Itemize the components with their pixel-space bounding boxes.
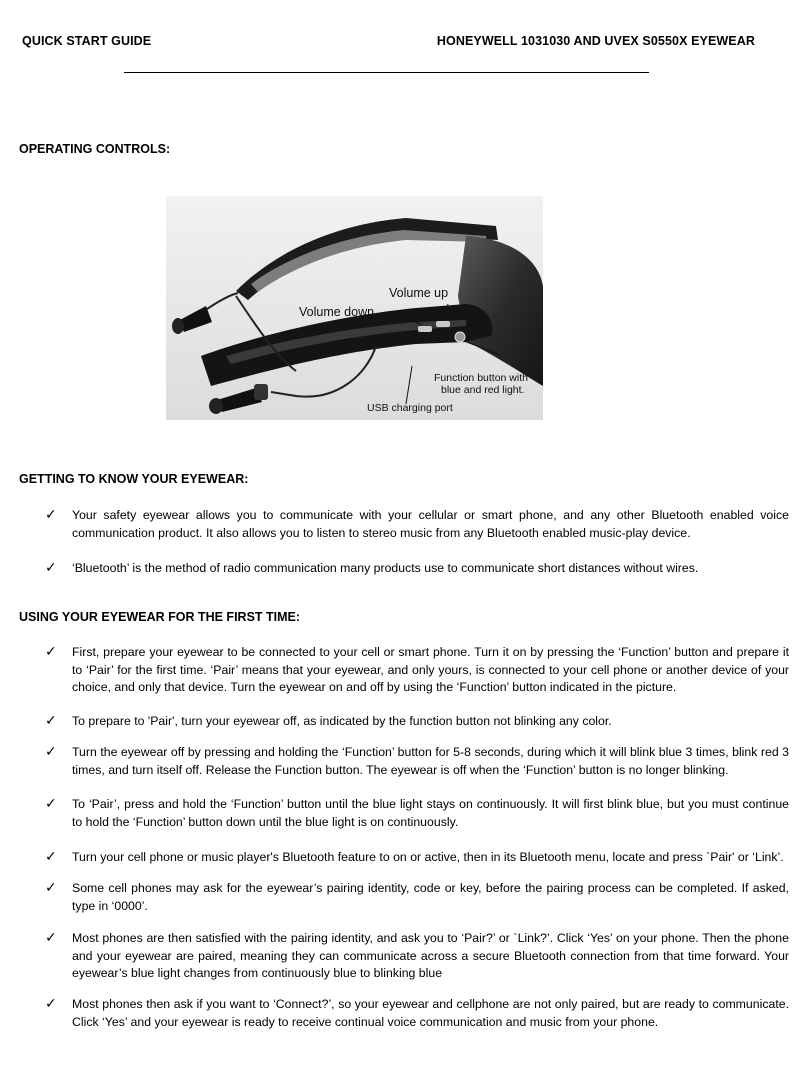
label-volume-up: Volume up — [389, 286, 449, 300]
checkmark-icon: ✓ — [45, 507, 57, 523]
bullet-text: Most phones then ask if you want to ‘Connect?’, so your eyewear and cellphone are not only paired, but are ready to communicate. Click ‘Yes’ and your eyewear is ready to receive continual voice communication and music from your phone. — [72, 997, 789, 1029]
bullet-text: Turn the eyewear off by pressing and holding the ‘Function’ button for 5-8 seconds, during which it will blink blue 3 times, blink red 3 times, and turn itself off. Release the Function button. The eyewear is off when the ‘Function’ button is no longer blinking. — [72, 745, 789, 777]
header-right-title: HONEYWELL 1031030 AND UVEX S0550X EYEWEAR — [436, 34, 755, 48]
label-function-line2: blue and red light. — [441, 384, 525, 396]
checkmark-icon: ✓ — [45, 996, 57, 1012]
section-title-operating-controls: OPERATING CONTROLS: — [19, 142, 171, 156]
checkmark-icon: ✓ — [45, 796, 57, 812]
checkmark-icon: ✓ — [45, 930, 57, 946]
bullet-text: Most phones are then satisfied with the pairing identity, and ask you to ‘Pair?’ or `Link?’. Click ‘Yes’ on your phone. Then the phone and your eyewear are paired, meaning they can communicate across a secure Bluetooth connection from that time forward. Your eyewear’s blue light changes from continuously blue to blinking blue — [72, 931, 789, 980]
checkmark-icon: ✓ — [45, 560, 57, 576]
section-title-first-time: USING YOUR EYEWEAR FOR THE FIRST TIME: — [19, 610, 301, 624]
checkmark-icon: ✓ — [45, 713, 57, 729]
bullet-text: To prepare to 'Pair', turn your eyewear off, as indicated by the function button not blinking any color. — [72, 714, 612, 728]
header-rule — [124, 72, 649, 73]
checkmark-icon: ✓ — [45, 849, 57, 865]
bullet-text: ‘Bluetooth’ is the method of radio communication many products use to communicate short distances without wires. — [72, 561, 699, 575]
bullet-text: Some cell phones may ask for the eyewear’s pairing identity, code or key, before the pairing process can be completed. If asked, type in ‘0000’. — [72, 881, 789, 913]
bullet-text: Turn your cell phone or music player's Bluetooth feature to on or active, then in its Bluetooth menu, locate and press `Pair' or ‘Link’. — [72, 850, 784, 864]
header-left-title: QUICK START GUIDE — [22, 34, 152, 48]
checkmark-icon: ✓ — [45, 880, 57, 896]
label-function-line1: Function button with — [434, 372, 528, 384]
checkmark-icon: ✓ — [45, 644, 57, 660]
eyewear-photo — [166, 196, 543, 420]
label-usb-port: USB charging port — [367, 402, 453, 414]
bullet-text: To ‘Pair’, press and hold the ‘Function’ button until the blue light stays on continuously. It will first blink blue, but you must continue to hold the ‘Function’ button down until the blue light is on continuously. — [72, 797, 789, 829]
label-volume-down: Volume down — [299, 305, 375, 319]
bullet-text: Your safety eyewear allows you to communicate with your cellular or smart phone, and any other Bluetooth enabled voice communication product. It also allows you to listen to stereo music from any Bluetooth enabled music-play device. — [72, 508, 789, 540]
bullet-text: First, prepare your eyewear to be connected to your cell or smart phone. Turn it on by pressing the ‘Function’ button and prepare it to ‘Pair’ for the first time. ‘Pair’ means that your eyewear, and only yours, is connected to your cell phone or another device of your choice, and only that device. Turn the eyewear on and off by using the ‘Function’ button indicated in the picture. — [72, 645, 789, 694]
section-title-getting-to-know: GETTING TO KNOW YOUR EYEWEAR: — [19, 472, 249, 486]
checkmark-icon: ✓ — [45, 744, 57, 760]
